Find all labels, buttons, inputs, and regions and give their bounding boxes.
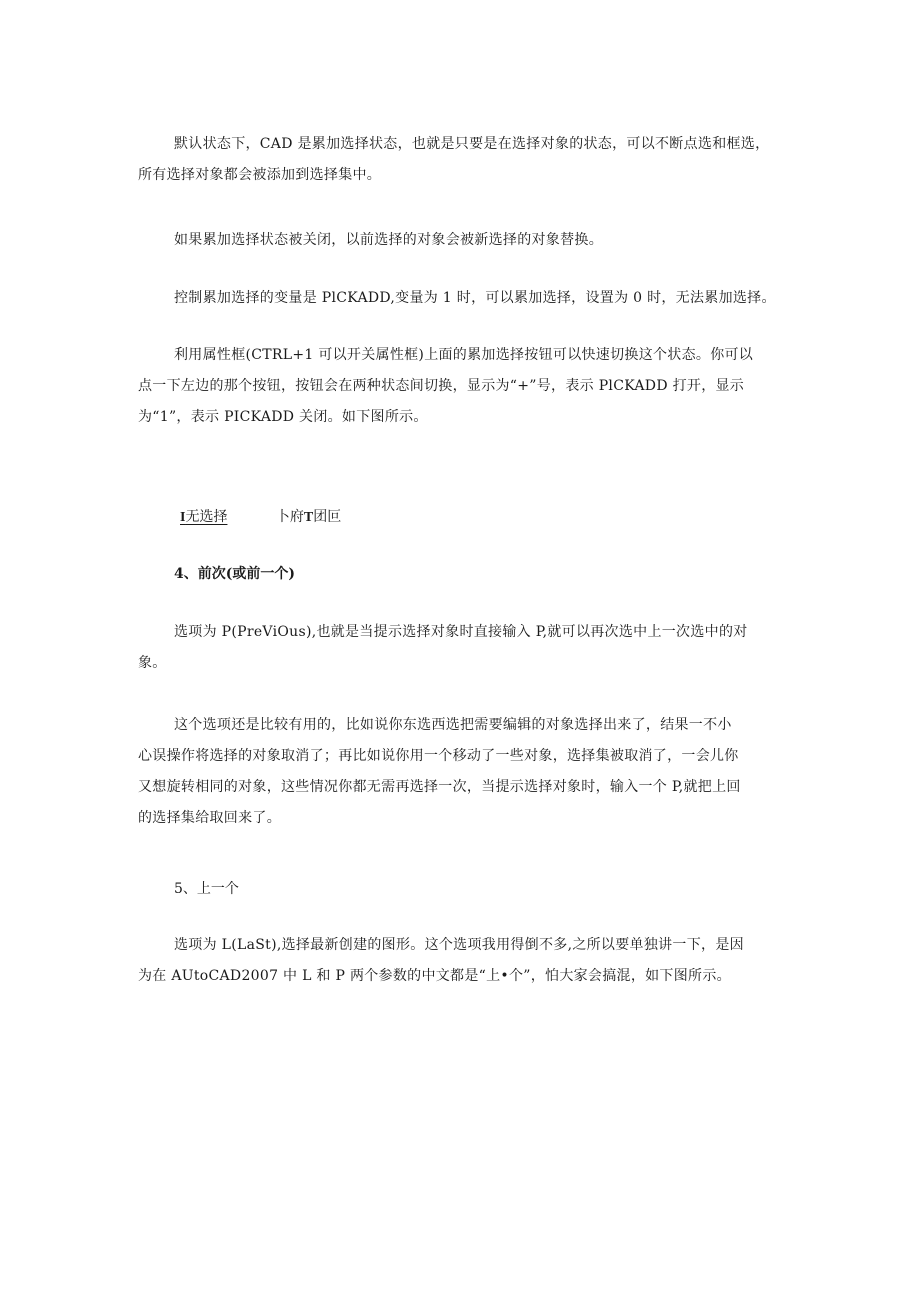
paragraph-closed-state <box>138 225 788 256</box>
no-selection-dropdown[interactable] <box>180 506 227 529</box>
paragraph-line: 控制累加选择的变量是 PlCKADD,变量为 1 时，可以累加选择，设置为 0 时，无法累加选择。 <box>174 290 776 306</box>
paragraph-line: 又想旋转相同的对象，这些情况你都无需再选择一次，当提示选择对象时，输入一个 P,就把上回 <box>138 779 741 795</box>
section-heading-previous: 4、前次(或前一个) <box>174 566 295 582</box>
toolbar-button-text: 卜府 <box>275 509 304 525</box>
paragraph-line: 点一下左边的那个按钮，按钮会在两种状态间切换，显示为“+”号，表示 PlCKADD 打开，显示 <box>138 378 745 394</box>
paragraph-line: 默认状态下，CAD 是累加选择状态，也就是只要是在选择对象的状态，可以不断点选和框选， <box>174 136 770 152</box>
paragraph-line: 心误操作将选择的对象取消了；再比如说你用一个移动了一些对象，选择集被取消了，一会儿你 <box>138 748 739 764</box>
paragraph-line: 利用属性框(CTRL+1 可以开关属性框)上面的累加选择按钮可以快速切换这个状态。你可以 <box>174 347 754 363</box>
paragraph-line: 选项为 P(PreViOus),也就是当提示选择对象时直接输入 P,就可以再次选中上一次选中的对 <box>174 624 748 640</box>
paragraph-line: 的选择集给取回来了。 <box>138 810 281 826</box>
paragraph-line: 如果累加选择状态被关闭，以前选择的对象会被新选择的对象替换。 <box>174 232 603 248</box>
paragraph-line: 为在 AUtoCAD2007 中 L 和 P 两个参数的中文都是“上•个”，怕大家会搞混，如下图所示。 <box>138 968 731 984</box>
toolbar-button-bold: T <box>303 510 314 525</box>
paragraph-line: 象。 <box>138 655 167 671</box>
paragraph-last-option <box>138 930 788 992</box>
paragraph-previous-option <box>138 617 788 679</box>
toolbar-buttons[interactable] <box>276 506 341 529</box>
paragraph-line: 这个选项还是比较有用的，比如说你东选西选把需要编辑的对象选择出来了，结果一不小 <box>174 717 732 733</box>
paragraph-default-state <box>138 129 788 191</box>
toolbar-button-text: 团叵 <box>313 509 342 525</box>
paragraph-line: 为“1”，表示 PICKADD 关闭。如下图所示。 <box>138 409 428 425</box>
selection-prefix: I <box>180 510 186 525</box>
paragraph-previous-usage <box>138 710 788 834</box>
no-selection-label: 无选择 <box>185 509 228 525</box>
paragraph-line: 选项为 L(LaSt),选择最新创建的图形。这个选项我用得倒不多,之所以要单独讲一下，是因 <box>174 937 744 953</box>
paragraph-properties-toggle <box>138 340 788 433</box>
paragraph-pickadd-variable <box>138 283 788 314</box>
section-heading-last: 5、上一个 <box>174 881 239 897</box>
properties-toolbar-figure <box>180 506 341 528</box>
paragraph-line: 所有选择对象都会被添加到选择集中。 <box>138 167 382 183</box>
